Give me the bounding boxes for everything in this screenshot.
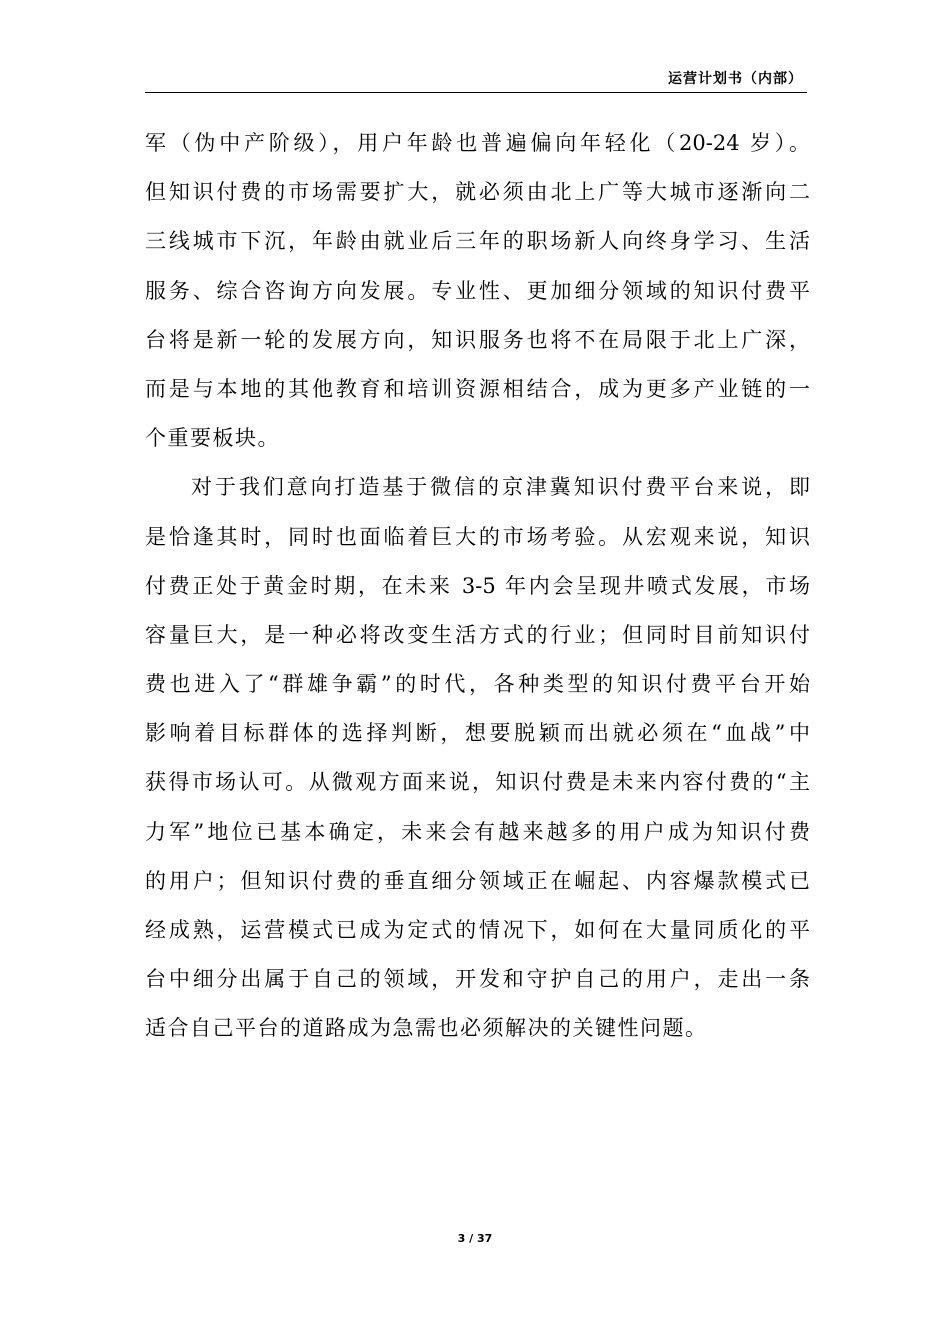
text-line: 力军”地位已基本确定，未来会有越来越多的用户成为知识付费 <box>145 819 810 844</box>
text-line: 的用户；但知识付费的垂直细分领域正在崛起、内容爆款模式已 <box>145 868 810 893</box>
text-line: 台将是新一轮的发展方向，知识服务也将不在局限于北上广深， <box>145 327 810 352</box>
paragraph-2 <box>145 467 810 1057</box>
text-line: 影响着目标群体的选择判断，想要脱颖而出就必须在“血战”中 <box>145 721 810 746</box>
text-line: 服务、综合咨询方向发展。专业性、更加细分领域的知识付费平 <box>145 278 810 303</box>
text-line: 个重要板块。 <box>145 426 280 451</box>
text-line: 费也进入了“群雄争霸”的时代，各种类型的知识付费平台开始 <box>145 672 810 697</box>
page-number: 3 / 37 <box>457 1232 493 1245</box>
paragraph-1 <box>145 123 810 467</box>
text-line: 适合自己平台的道路成为急需也必须解决的关键性问题。 <box>145 1016 708 1041</box>
text-line: 三线城市下沉，年龄由就业后三年的职场新人向终身学习、生活 <box>145 229 810 254</box>
text-line: 但知识付费的市场需要扩大，就必须由北上广等大城市逐渐向二 <box>145 180 810 205</box>
text-line: 军（伪中产阶级），用户年龄也普遍偏向年轻化（20-24 岁）。 <box>145 131 810 155</box>
text-line: 是恰逢其时，同时也面临着巨大的市场考验。从宏观来说，知识 <box>145 524 810 549</box>
text-line: 而是与本地的其他教育和培训资源相结合，成为更多产业链的一 <box>145 376 810 401</box>
document-title: 运营计划书（内部） <box>668 71 803 87</box>
text-line: 经成熟，运营模式已成为定式的情况下，如何在大量同质化的平 <box>145 918 810 942</box>
text-line: 获得市场认可。从微观方面来说，知识付费是未来内容付费的“主 <box>145 770 810 795</box>
body-text <box>145 123 810 1058</box>
text-line: 对于我们意向打造基于微信的京津冀知识付费平台来说，即 <box>191 475 810 500</box>
text-line: 台中细分出属于自己的领域，开发和守护自己的用户，走出一条 <box>145 967 810 992</box>
page-header <box>145 66 807 93</box>
text-line: 付费正处于黄金时期，在未来 3-5 年内会呈现井喷式发展，市场 <box>145 573 810 598</box>
text-line: 容量巨大，是一种必将改变生活方式的行业；但同时目前知识付 <box>145 622 810 647</box>
